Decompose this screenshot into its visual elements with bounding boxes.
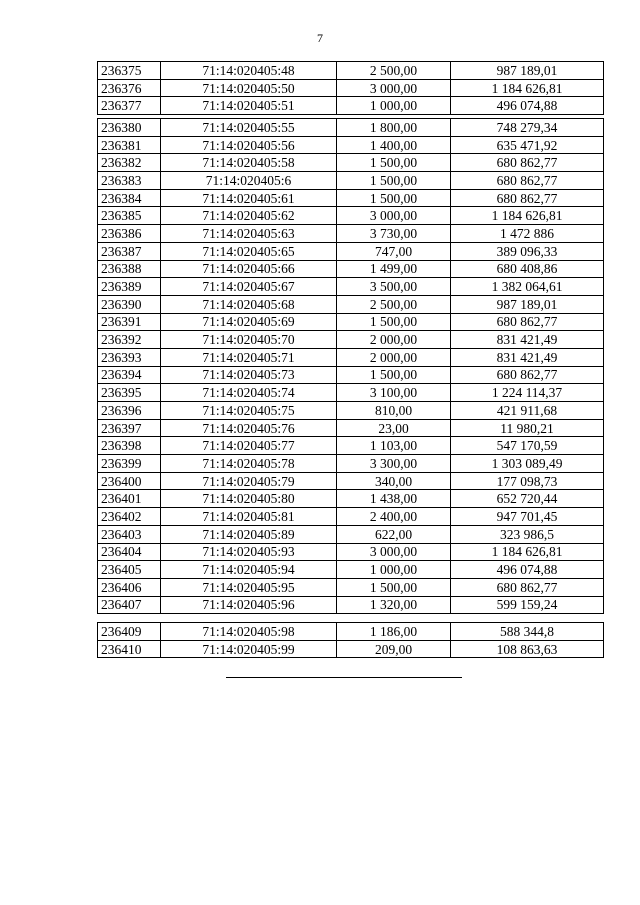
cadastral-value-cell: 680 408,86 <box>451 260 604 278</box>
cadastral-number-cell: 71:14:020405:62 <box>161 207 337 225</box>
record-number-cell: 236398 <box>98 437 161 455</box>
cadastral-number-cell: 71:14:020405:50 <box>161 79 337 97</box>
record-number-cell: 236409 <box>98 623 161 641</box>
cadastral-number-cell: 71:14:020405:80 <box>161 490 337 508</box>
cadastral-value-cell: 11 980,21 <box>451 419 604 437</box>
cadastral-number-cell: 71:14:020405:71 <box>161 348 337 366</box>
cadastral-value-cell: 680 862,77 <box>451 313 604 331</box>
cadastral-value-cell: 389 096,33 <box>451 242 604 260</box>
area-cell: 810,00 <box>337 402 451 420</box>
table-row <box>98 472 604 490</box>
record-number-cell: 236386 <box>98 225 161 243</box>
record-number-cell: 236400 <box>98 472 161 490</box>
cadastral-number-cell: 71:14:020405:68 <box>161 295 337 313</box>
table-row <box>98 172 604 190</box>
table-row <box>98 62 604 80</box>
cadastral-value-cell: 1 184 626,81 <box>451 79 604 97</box>
area-cell: 1 499,00 <box>337 260 451 278</box>
table-row <box>98 525 604 543</box>
cadastral-number-cell: 71:14:020405:95 <box>161 578 337 596</box>
cadastral-value-cell: 496 074,88 <box>451 561 604 579</box>
record-number-cell: 236387 <box>98 242 161 260</box>
table-row <box>98 402 604 420</box>
parcel-table-block-2 <box>97 118 604 614</box>
cadastral-number-cell: 71:14:020405:78 <box>161 455 337 473</box>
area-cell: 3 000,00 <box>337 79 451 97</box>
cadastral-value-cell: 1 184 626,81 <box>451 207 604 225</box>
table-row <box>98 623 604 641</box>
record-number-cell: 236395 <box>98 384 161 402</box>
cadastral-number-cell: 71:14:020405:99 <box>161 640 337 658</box>
cadastral-value-cell: 652 720,44 <box>451 490 604 508</box>
area-cell: 3 000,00 <box>337 543 451 561</box>
record-number-cell: 236404 <box>98 543 161 561</box>
table-row <box>98 490 604 508</box>
cadastral-value-cell: 947 701,45 <box>451 508 604 526</box>
area-cell: 1 500,00 <box>337 154 451 172</box>
table-row <box>98 154 604 172</box>
record-number-cell: 236390 <box>98 295 161 313</box>
area-cell: 2 500,00 <box>337 62 451 80</box>
record-number-cell: 236377 <box>98 97 161 115</box>
table-row <box>98 331 604 349</box>
cadastral-value-cell: 496 074,88 <box>451 97 604 115</box>
cadastral-value-cell: 680 862,77 <box>451 154 604 172</box>
table-row <box>98 207 604 225</box>
cadastral-number-cell: 71:14:020405:74 <box>161 384 337 402</box>
cadastral-value-cell: 987 189,01 <box>451 62 604 80</box>
record-number-cell: 236405 <box>98 561 161 579</box>
cadastral-number-cell: 71:14:020405:66 <box>161 260 337 278</box>
cadastral-value-cell: 748 279,34 <box>451 119 604 137</box>
cadastral-value-cell: 1 472 886 <box>451 225 604 243</box>
cadastral-value-cell: 680 862,77 <box>451 189 604 207</box>
record-number-cell: 236407 <box>98 596 161 614</box>
cadastral-number-cell: 71:14:020405:96 <box>161 596 337 614</box>
table-row <box>98 278 604 296</box>
cadastral-value-cell: 588 344,8 <box>451 623 604 641</box>
area-cell: 2 400,00 <box>337 508 451 526</box>
table-row <box>98 119 604 137</box>
cadastral-number-cell: 71:14:020405:89 <box>161 525 337 543</box>
record-number-cell: 236380 <box>98 119 161 137</box>
area-cell: 209,00 <box>337 640 451 658</box>
area-cell: 2 500,00 <box>337 295 451 313</box>
record-number-cell: 236388 <box>98 260 161 278</box>
record-number-cell: 236397 <box>98 419 161 437</box>
cadastral-value-cell: 635 471,92 <box>451 136 604 154</box>
table-row <box>98 225 604 243</box>
table-row <box>98 366 604 384</box>
area-cell: 1 000,00 <box>337 561 451 579</box>
record-number-cell: 236410 <box>98 640 161 658</box>
parcel-table-block-1 <box>97 61 604 115</box>
cadastral-number-cell: 71:14:020405:55 <box>161 119 337 137</box>
record-number-cell: 236376 <box>98 79 161 97</box>
cadastral-value-cell: 599 159,24 <box>451 596 604 614</box>
area-cell: 3 100,00 <box>337 384 451 402</box>
cadastral-value-cell: 831 421,49 <box>451 331 604 349</box>
table-row <box>98 419 604 437</box>
cadastral-value-cell: 831 421,49 <box>451 348 604 366</box>
cadastral-value-cell: 323 986,5 <box>451 525 604 543</box>
cadastral-value-cell: 547 170,59 <box>451 437 604 455</box>
record-number-cell: 236399 <box>98 455 161 473</box>
record-number-cell: 236393 <box>98 348 161 366</box>
cadastral-number-cell: 71:14:020405:65 <box>161 242 337 260</box>
cadastral-number-cell: 71:14:020405:56 <box>161 136 337 154</box>
area-cell: 3 500,00 <box>337 278 451 296</box>
record-number-cell: 236375 <box>98 62 161 80</box>
cadastral-value-cell: 421 911,68 <box>451 402 604 420</box>
record-number-cell: 236382 <box>98 154 161 172</box>
cadastral-number-cell: 71:14:020405:63 <box>161 225 337 243</box>
record-number-cell: 236389 <box>98 278 161 296</box>
area-cell: 1 186,00 <box>337 623 451 641</box>
area-cell: 3 730,00 <box>337 225 451 243</box>
table-row <box>98 578 604 596</box>
page-number: 7 <box>317 31 323 45</box>
area-cell: 1 500,00 <box>337 172 451 190</box>
area-cell: 340,00 <box>337 472 451 490</box>
cadastral-number-cell: 71:14:020405:76 <box>161 419 337 437</box>
parcel-table-block-3 <box>97 622 604 658</box>
cadastral-number-cell: 71:14:020405:48 <box>161 62 337 80</box>
table-row <box>98 313 604 331</box>
table-row <box>98 79 604 97</box>
area-cell: 1 103,00 <box>337 437 451 455</box>
table-row <box>98 348 604 366</box>
area-cell: 23,00 <box>337 419 451 437</box>
end-of-document-rule <box>226 677 462 678</box>
cadastral-number-cell: 71:14:020405:93 <box>161 543 337 561</box>
record-number-cell: 236396 <box>98 402 161 420</box>
cadastral-value-cell: 680 862,77 <box>451 578 604 596</box>
table-row <box>98 508 604 526</box>
table-row <box>98 596 604 614</box>
cadastral-value-cell: 987 189,01 <box>451 295 604 313</box>
cadastral-value-cell: 680 862,77 <box>451 172 604 190</box>
cadastral-number-cell: 71:14:020405:79 <box>161 472 337 490</box>
cadastral-number-cell: 71:14:020405:61 <box>161 189 337 207</box>
area-cell: 1 500,00 <box>337 313 451 331</box>
area-cell: 1 438,00 <box>337 490 451 508</box>
table-row <box>98 295 604 313</box>
record-number-cell: 236402 <box>98 508 161 526</box>
area-cell: 1 000,00 <box>337 97 451 115</box>
area-cell: 2 000,00 <box>337 348 451 366</box>
cadastral-number-cell: 71:14:020405:77 <box>161 437 337 455</box>
record-number-cell: 236392 <box>98 331 161 349</box>
cadastral-number-cell: 71:14:020405:75 <box>161 402 337 420</box>
area-cell: 3 300,00 <box>337 455 451 473</box>
record-number-cell: 236401 <box>98 490 161 508</box>
cadastral-number-cell: 71:14:020405:51 <box>161 97 337 115</box>
record-number-cell: 236394 <box>98 366 161 384</box>
area-cell: 747,00 <box>337 242 451 260</box>
cadastral-value-cell: 108 863,63 <box>451 640 604 658</box>
area-cell: 1 500,00 <box>337 189 451 207</box>
record-number-cell: 236391 <box>98 313 161 331</box>
cadastral-value-cell: 1 224 114,37 <box>451 384 604 402</box>
cadastral-number-cell: 71:14:020405:69 <box>161 313 337 331</box>
area-cell: 1 800,00 <box>337 119 451 137</box>
cadastral-number-cell: 71:14:020405:98 <box>161 623 337 641</box>
cadastral-number-cell: 71:14:020405:94 <box>161 561 337 579</box>
cadastral-value-cell: 1 382 064,61 <box>451 278 604 296</box>
record-number-cell: 236383 <box>98 172 161 190</box>
table-row <box>98 242 604 260</box>
table-row <box>98 455 604 473</box>
area-cell: 1 500,00 <box>337 578 451 596</box>
record-number-cell: 236406 <box>98 578 161 596</box>
table-row <box>98 384 604 402</box>
table-row <box>98 260 604 278</box>
area-cell: 622,00 <box>337 525 451 543</box>
cadastral-value-cell: 177 098,73 <box>451 472 604 490</box>
record-number-cell: 236385 <box>98 207 161 225</box>
table-row <box>98 189 604 207</box>
table-row <box>98 561 604 579</box>
area-cell: 3 000,00 <box>337 207 451 225</box>
cadastral-value-cell: 680 862,77 <box>451 366 604 384</box>
area-cell: 1 500,00 <box>337 366 451 384</box>
area-cell: 2 000,00 <box>337 331 451 349</box>
record-number-cell: 236384 <box>98 189 161 207</box>
cadastral-number-cell: 71:14:020405:73 <box>161 366 337 384</box>
record-number-cell: 236381 <box>98 136 161 154</box>
table-row <box>98 543 604 561</box>
cadastral-number-cell: 71:14:020405:6 <box>161 172 337 190</box>
area-cell: 1 400,00 <box>337 136 451 154</box>
table-row <box>98 437 604 455</box>
table-row <box>98 640 604 658</box>
cadastral-number-cell: 71:14:020405:67 <box>161 278 337 296</box>
cadastral-number-cell: 71:14:020405:70 <box>161 331 337 349</box>
cadastral-value-cell: 1 184 626,81 <box>451 543 604 561</box>
cadastral-value-cell: 1 303 089,49 <box>451 455 604 473</box>
cadastral-number-cell: 71:14:020405:81 <box>161 508 337 526</box>
table-row <box>98 97 604 115</box>
record-number-cell: 236403 <box>98 525 161 543</box>
table-row <box>98 136 604 154</box>
area-cell: 1 320,00 <box>337 596 451 614</box>
cadastral-number-cell: 71:14:020405:58 <box>161 154 337 172</box>
